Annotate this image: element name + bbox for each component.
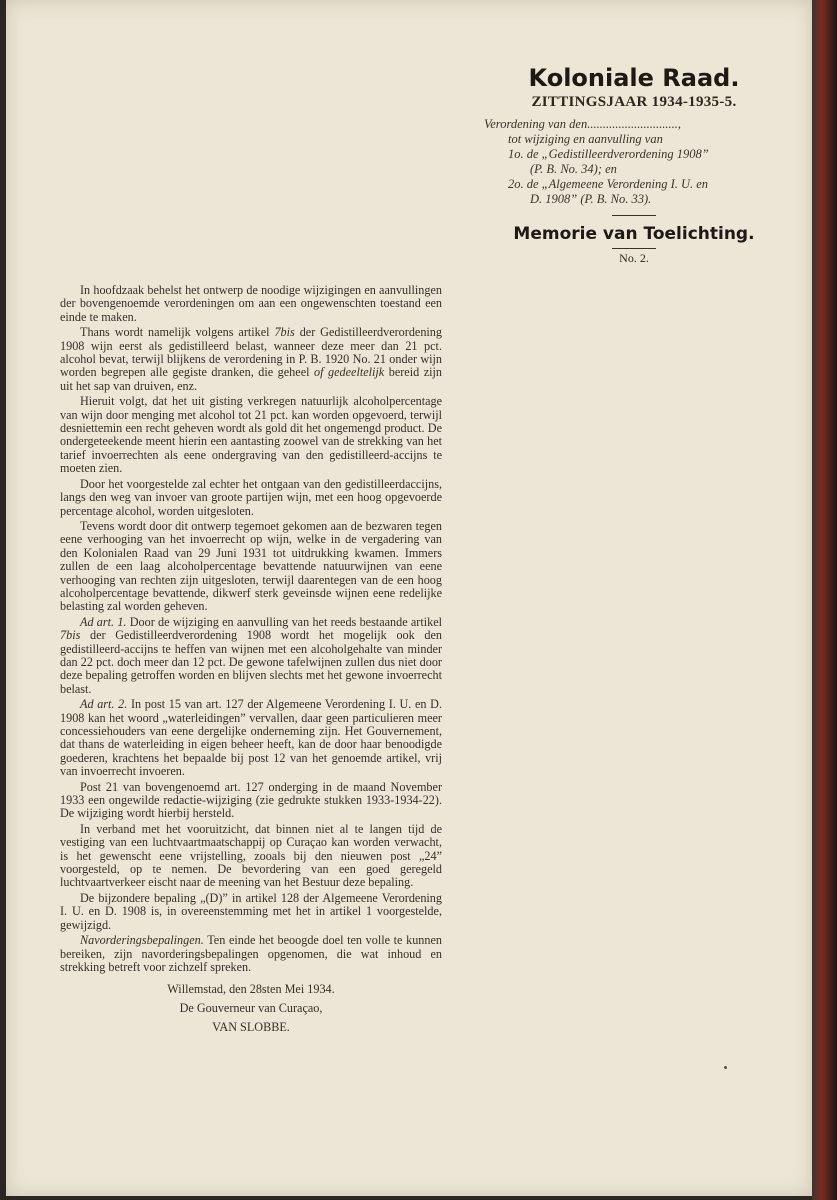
paragraph: Ad art. 1. Door de wijziging en aanvulling van het reeds bestaande artikel 7bis der Gedistilleerdverordening 1908 wordt het mogelijk ook den gedistilleerd-accijns te heffen van wijnen met een alcoholgehalte van minder dan 22 pct. doch meer dan 12 pct. De gewone tafelwijnen zullen dus niet door deze bepaling getroffen worden en blijven slechts met het gewone invoerrecht belast. (60, 614, 443, 696)
session-year: ZITTINGSJAAR 1934-1935-5. (531, 94, 737, 110)
paragraph: De bijzondere bepaling „(D)” in artikel 128 der Algemeene Verordening I. U. en D. 1908 is, in overeenstemming met het in artikel 1 voorgestelde, gewijzigd. (60, 890, 442, 932)
paragraph: Ad art. 2. In post 15 van art. 127 der Algemeene Verordening I. U. en D. 1908 kan het woord „waterleidingen” vervallen, daar geen particulieren meer concessiehouders van eene dergelijke onderneming zijn. Het Gouvernement, dat thans de waterleiding in eigen beheer heeft, kan de door haar benoodigde goederen, krachtens het bepaalde bij post 12 van het genoemde artikel, vrij van invoerrecht invoeren. (60, 697, 442, 779)
memorie-heading: Memorie van Toelichting. (513, 224, 755, 244)
council-title: Koloniale Raad. (528, 64, 740, 92)
paper-speck (724, 1066, 727, 1069)
place-date: Willemstad, den 28sten Mei 1934. (167, 982, 335, 997)
book-spine (812, 0, 837, 1200)
paragraph: Door het voorgestelde zal echter het ontgaan van den gedistilleerdaccijns, langs den weg van invoer van groote partijen wijn, met een hoog opgevoerde percentage alcohol, worden uitgesloten. (60, 476, 442, 518)
document-number: No. 2. (619, 251, 649, 265)
ordinance-line: 1o. de „Gedistilleerdverordening 1908” (508, 147, 709, 161)
divider (612, 215, 656, 216)
signatory-role: De Gouverneur van Curaçao, (179, 1001, 323, 1016)
signatory-name: VAN SLOBBE. (212, 1020, 290, 1035)
paragraph: Post 21 van bovengenoemd art. 127 onderging in de maand November 1933 een ongewilde redactie-wijziging (zie gedrukte stukken 1933-1934-22). De wijziging wordt hierbij hersteld. (60, 779, 442, 821)
paragraph: Hieruit volgt, dat het uit gisting verkregen natuurlijk alcoholpercentage van wijn door menging met alcohol tot 21 pct. kan worden opgevoerd, terwijl desniettemin een recht geheven wordt als gold dit het ongemengd product. De ondergeteekende meent hierin een aantasting zoowel van de strekking van het tarief invoerrechten als eene ondergraving van den gedistilleerd-accijns te moeten zien. (60, 394, 442, 476)
paragraph: Navorderingsbepalingen. Ten einde het beoogde doel ten volle te kunnen bereiken, zijn navorderingsbepalingen opgenomen, die wat inhoud en strekking betreft voor zichzelf spreken. (60, 933, 442, 974)
ordinance-line: Verordening van den............................., (484, 117, 681, 131)
ordinance-line: D. 1908” (P. B. No. 33). (530, 192, 652, 206)
document-page (6, 0, 812, 1196)
paragraph: In verband met het vooruitzicht, dat binnen niet al te langen tijd de vestiging van een luchtvaartmaatschappij op Curaçao kan worden verwacht, is het gewenscht eene vrijstelling, zooals bij den nieuwen post „24” voorgesteld, op te nemen. De bevordering van een goed geregeld luchtvaartverkeer eischt naar de meening van het Bestuur deze bepaling. (60, 821, 442, 890)
ordinance-line: 2o. de „Algemeene Verordening I. U. en (508, 177, 709, 191)
paragraph: In hoofdzaak behelst het ontwerp de noodige wijzigingen en aanvullingen der bovengenoemde verordeningen om aan een ongewenschten toestand een einde te maken. (60, 283, 442, 324)
explanatory-text (60, 284, 442, 1037)
document-header (484, 64, 784, 266)
ordinance-subject (484, 117, 784, 207)
ordinance-line: (P. B. No. 34); en (530, 162, 617, 176)
signature-block (60, 980, 442, 1037)
divider (612, 248, 656, 249)
ordinance-line: tot wijziging en aanvulling van (508, 132, 663, 146)
paragraph: Thans wordt namelijk volgens artikel 7bis der Gedistilleerdverordening 1908 wijn eerst als gedistilleerd belast, wanneer deze meer dan 21 pct. alcohol bevat, terwijl blijkens de verordening in P. B. 1920 No. 21 onder wijn worden begrepen alle gegiste dranken, die geheel of gedeeltelijk bereid zijn uit het sap van druiven, enz. (60, 325, 442, 393)
paragraph: Tevens wordt door dit ontwerp tegemoet gekomen aan de bezwaren tegen eene verhooging van het invoerrecht op wijn, welke in de vergadering van den Kolonialen Raad van 29 Juni 1931 tot uitdrukking kwamen. Immers zullen de een laag alcoholpercentage bevattende natuurwijnen van eene verhooging van rechten zijn uitgesloten, terwijl daarentegen van de een hoog alcoholpercentage bevattende, dikwerf sterk geveinsde wijnen eene redelijke belasting zal worden geheven. (60, 518, 442, 614)
